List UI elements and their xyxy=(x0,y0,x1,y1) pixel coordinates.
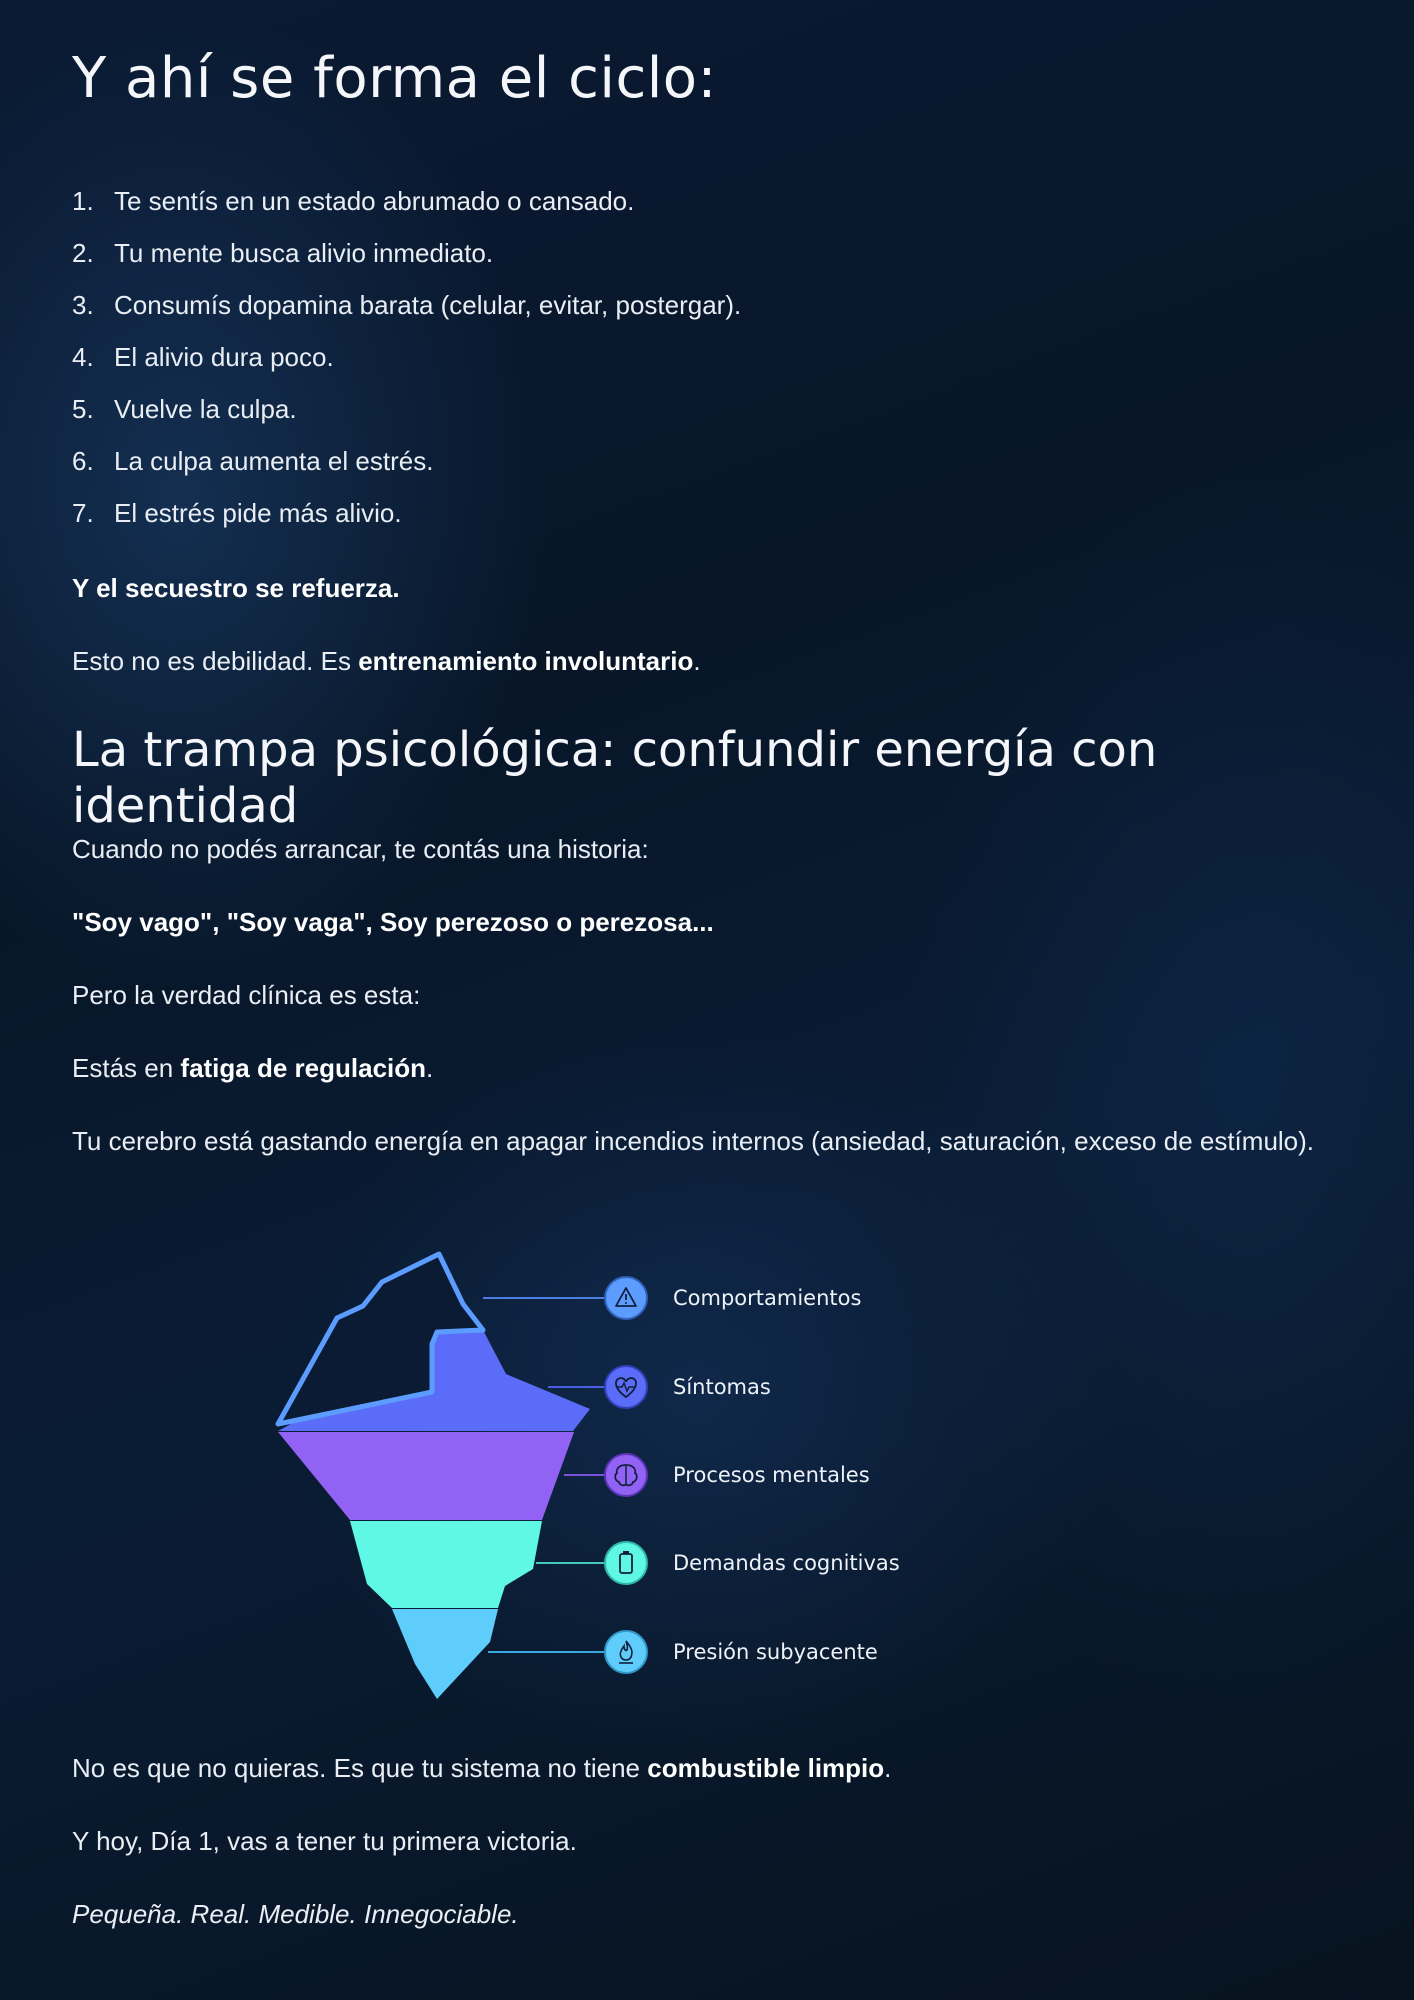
list-item xyxy=(72,440,741,492)
step-number: 5. xyxy=(72,394,94,424)
fatigue-paragraph xyxy=(72,1047,433,1089)
layer-label-sintomas: Síntomas xyxy=(673,1375,771,1399)
weakness-paragraph xyxy=(72,640,701,682)
list-item xyxy=(72,492,741,544)
fuel-end: . xyxy=(884,1753,892,1783)
iceberg-diagram xyxy=(270,1244,930,1704)
weakness-text: Esto no es debilidad. Es xyxy=(72,646,359,676)
layer-label-demandas: Demandas cognitivas xyxy=(673,1551,900,1575)
list-item xyxy=(72,336,741,388)
fuel-paragraph xyxy=(72,1747,891,1789)
fuel-text: No es que no quieras. Es que tu sistema no tiene xyxy=(72,1753,648,1783)
iceberg-layer-procesos xyxy=(278,1432,574,1520)
flame-icon xyxy=(605,1631,647,1673)
step-number: 3. xyxy=(72,290,94,320)
step-number: 6. xyxy=(72,446,94,476)
step-text: Consumís dopamina barata (celular, evitar, postergar). xyxy=(114,290,742,320)
fatigue-end: . xyxy=(426,1053,434,1083)
brain-icon xyxy=(605,1454,647,1496)
iceberg-layer-demandas xyxy=(350,1521,542,1608)
layer-label-comportamientos: Comportamientos xyxy=(673,1286,862,1310)
reinforce-statement xyxy=(72,567,400,609)
step-text: El alivio dura poco. xyxy=(114,342,334,372)
fatigue-text: Estás en xyxy=(72,1053,181,1083)
iceberg-layer-presion xyxy=(392,1609,498,1699)
quote-paragraph xyxy=(72,901,714,943)
iceberg-svg xyxy=(270,1244,930,1704)
fuel-bold: combustible limpio xyxy=(647,1753,885,1783)
battery-icon xyxy=(605,1542,647,1584)
step-text: La culpa aumenta el estrés. xyxy=(114,446,434,476)
section-title-cycle: Y ahí se forma el ciclo: xyxy=(72,46,717,111)
step-text: Tu mente busca alivio inmediato. xyxy=(114,238,494,268)
heart-pulse-icon xyxy=(605,1366,647,1408)
step-number: 7. xyxy=(72,498,94,528)
step-text: El estrés pide más alivio. xyxy=(114,498,402,528)
section-title-trap: La trampa psicológica: confundir energía con identidad xyxy=(72,722,1158,834)
weakness-bold: entrenamiento involuntario xyxy=(358,646,694,676)
list-item xyxy=(72,232,741,284)
today-paragraph: Y hoy, Día 1, vas a tener tu primera victoria. xyxy=(72,1826,577,1856)
list-item xyxy=(72,284,741,336)
truth-paragraph: Pero la verdad clínica es esta: xyxy=(72,980,421,1010)
step-number: 2. xyxy=(72,238,94,268)
warning-icon xyxy=(605,1277,647,1319)
layer-label-procesos: Procesos mentales xyxy=(673,1463,870,1487)
quote-bold: "Soy vago", "Soy vaga", Soy perezoso o perezosa... xyxy=(72,907,714,937)
list-item xyxy=(72,388,741,440)
reinforce-bold: Y el secuestro se refuerza. xyxy=(72,573,400,603)
step-text: Vuelve la culpa. xyxy=(114,394,297,424)
brain-paragraph: Tu cerebro está gastando energía en apagar incendios internos (ansiedad, saturación, exceso de estímulo). xyxy=(72,1126,1315,1156)
layer-label-presion: Presión subyacente xyxy=(673,1640,878,1664)
cycle-steps-list xyxy=(72,180,741,544)
step-number: 4. xyxy=(72,342,94,372)
story-paragraph: Cuando no podés arrancar, te contás una historia: xyxy=(72,834,649,864)
weakness-end: . xyxy=(693,646,701,676)
motto-italic: Pequeña. Real. Medible. Innegociable. xyxy=(72,1899,519,1929)
motto-paragraph xyxy=(72,1893,519,1935)
fatigue-bold: fatiga de regulación xyxy=(180,1053,427,1083)
step-number: 1. xyxy=(72,186,94,216)
step-text: Te sentís en un estado abrumado o cansado. xyxy=(114,186,635,216)
list-item xyxy=(72,180,741,232)
